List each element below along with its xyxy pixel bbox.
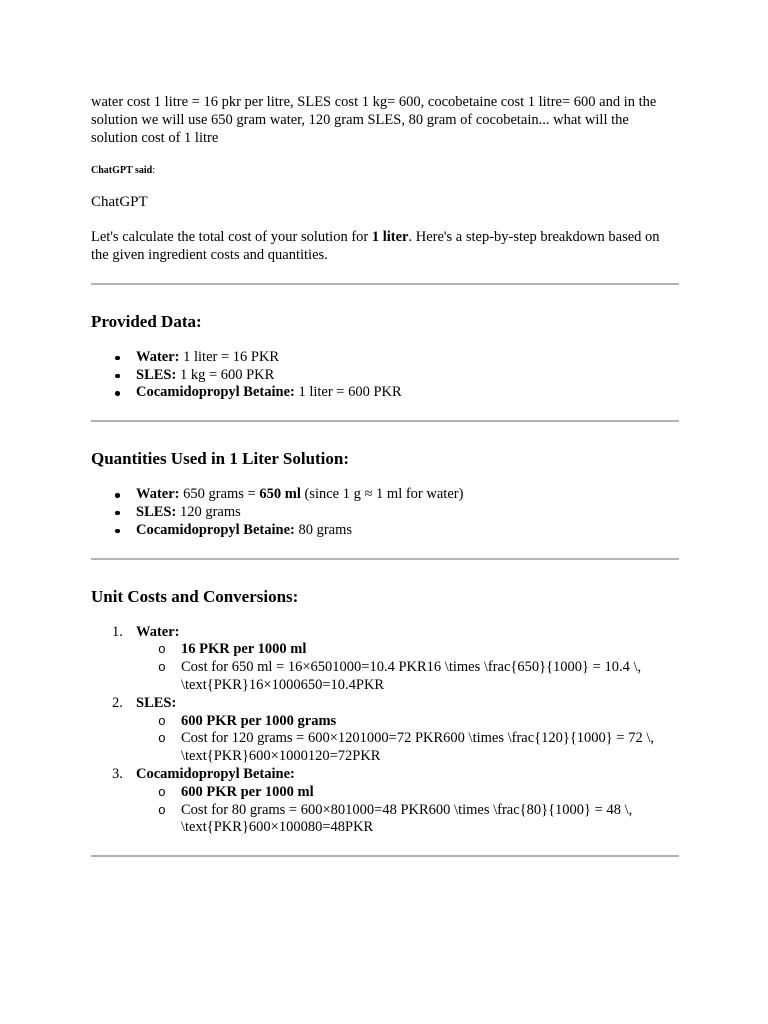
item-text: 650 grams =: [179, 486, 260, 503]
sub-list-item: [158, 783, 679, 802]
sub-list-item: [158, 801, 679, 838]
item-bold: 650 ml: [259, 486, 301, 503]
list-item: [112, 623, 679, 695]
list-item: [136, 349, 679, 367]
sub-list: [136, 784, 679, 837]
list-item: [136, 504, 679, 522]
step-label: Cocamidopropyl Betaine:: [136, 765, 295, 782]
item-label: Water:: [136, 486, 180, 503]
intro-after: . Here's a step-by-step breakdown based on the given ingredient costs and quantities.: [91, 229, 660, 263]
cost-text: Cost for 80 grams = 600×801000=48 PKR600 \times \frac{80}{1000} = 48 \, \text{PKR}600×100080=48PKR: [181, 801, 633, 836]
circle-bullet-icon: o: [158, 660, 166, 676]
divider: [91, 558, 679, 560]
item-text: 1 kg = 600 PKR: [176, 366, 275, 383]
item-text: 1 liter = 16 PKR: [179, 348, 280, 365]
circle-bullet-icon: o: [158, 642, 166, 658]
item-text: 120 grams: [176, 503, 241, 520]
circle-bullet-icon: o: [158, 713, 166, 729]
item-label: Water:: [136, 348, 180, 365]
divider: [91, 855, 679, 857]
list-item: [112, 765, 679, 837]
divider: [91, 420, 679, 422]
speaker-label: [91, 165, 679, 177]
list-item: [136, 486, 679, 504]
item-label: SLES:: [136, 366, 177, 383]
list-item: [136, 384, 679, 402]
sub-list-item: [158, 641, 679, 659]
step-number: 2.: [112, 694, 123, 711]
intro-before: Let's calculate the total cost of your solution for: [91, 229, 372, 246]
item-text: 80 grams: [294, 521, 353, 538]
item-label: Cocamidopropyl Betaine:: [136, 521, 295, 538]
list-item: [136, 522, 679, 540]
chat-transcript: [91, 94, 679, 857]
speaker-label-colon: :: [152, 165, 156, 177]
step-number: 3.: [112, 765, 123, 782]
item-label: SLES:: [136, 503, 177, 520]
item-label: Cocamidopropyl Betaine:: [136, 384, 295, 401]
list-item: [112, 694, 679, 766]
step-label: Water:: [136, 623, 180, 640]
rate-text: 600 PKR per 1000 grams: [181, 712, 337, 729]
step-label: SLES:: [136, 694, 177, 711]
assistant-name: ChatGPT: [91, 194, 148, 211]
sub-list: [136, 713, 679, 766]
intro-bold: 1 liter: [371, 229, 409, 246]
rate-text: 600 PKR per 1000 ml: [181, 783, 314, 800]
list-item: [136, 367, 679, 385]
circle-bullet-icon: o: [158, 784, 166, 800]
sub-list-item: [158, 730, 679, 766]
intro-paragraph: [91, 229, 679, 265]
quantities-heading: Quantities Used in 1 Liter Solution:: [91, 449, 350, 469]
cost-text: Cost for 120 grams = 600×1201000=72 PKR600 \times \frac{120}{1000} = 72 \, \text{PKR}600×1000120=72PKR: [181, 730, 654, 765]
unit-costs-heading: Unit Costs and Conversions:: [91, 586, 299, 606]
step-number: 1.: [112, 623, 123, 640]
circle-bullet-icon: o: [158, 731, 166, 747]
item-text: 1 liter = 600 PKR: [294, 384, 402, 401]
sub-list-item: [158, 712, 679, 731]
sub-list: [136, 641, 679, 694]
divider: [91, 283, 679, 285]
cost-text: Cost for 650 ml = 16×6501000=10.4 PKR16 \times \frac{650}{1000} = 10.4 \, \text{PKR}16×1000650=10.4PKR: [181, 659, 642, 693]
item-text: (since 1 g ≈ 1 ml for water): [300, 486, 464, 503]
provided-data-list: [91, 349, 679, 402]
speaker-label-text: ChatGPT said: [91, 165, 153, 177]
sub-list-item: [158, 659, 679, 695]
rate-text: 16 PKR per 1000 ml: [181, 641, 307, 658]
quantities-list: [91, 486, 679, 539]
user-question: water cost 1 litre = 16 pkr per litre, SLES cost 1 kg= 600, cocobetaine cost 1 litre= 600 and in the solution we will use 650 gram water, 120 gram SLES, 80 gram of cocobetain... what will the solution cost of 1 litre: [91, 94, 657, 146]
circle-bullet-icon: o: [158, 802, 166, 818]
unit-costs-list: [91, 624, 679, 838]
provided-data-heading: Provided Data:: [91, 311, 202, 331]
